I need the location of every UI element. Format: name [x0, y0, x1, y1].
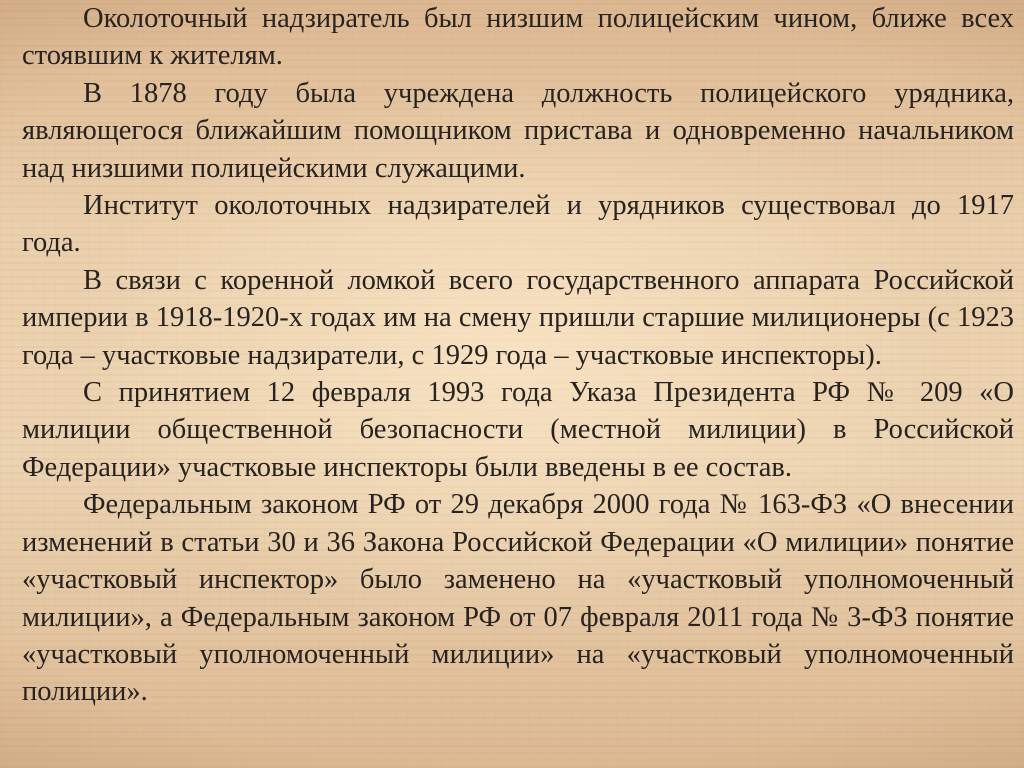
paragraph-militsiya-1918-1929: В связи с коренной ломкой всего государственного аппарата Российской империи в 1918-1920-х годах им на смену пришли старшие милиционеры (с 1923 года – участковые надзиратели, с 1929 года – участковые инспекторы). — [22, 264, 1014, 371]
paragraph-uryadnik-1878: В 1878 году была учреждена должность полицейского урядника, являющегося ближайшим помощником пристава и одновременно начальником над низшими полицейскими служащими. — [22, 77, 1014, 184]
paragraph-federal-law-2000-2011: Федеральным законом РФ от 29 декабря 2000 года № 163-ФЗ «О внесении изменений в статьи 30 и 36 Закона Российской Федерации «О милиции» понятие «участковый инспектор» было заменено на «участковый уполномоченный милиции», а Федеральным законом РФ от 07 февраля 2011 года № 3-ФЗ понятие «участковый уполномоченный милиции» на «участковый уполномоченный полиции». — [22, 489, 1014, 708]
paragraph-institute-1917: Институт околоточных надзирателей и урядников существовал до 1917 года. — [22, 190, 1014, 259]
slide-text-body — [22, 0, 1014, 711]
paragraph-okolotochny: Околоточный надзиратель был низшим полицейским чином, ближе всех стоявшим к жителям. — [22, 3, 1014, 72]
paragraph-ukaz-1993: С принятием 12 февраля 1993 года Указа Президента РФ № 209 «О милиции общественной безопасности (местной милиции) в Российской Федерации» участковые инспекторы были введены в ее состав. — [22, 377, 1014, 483]
